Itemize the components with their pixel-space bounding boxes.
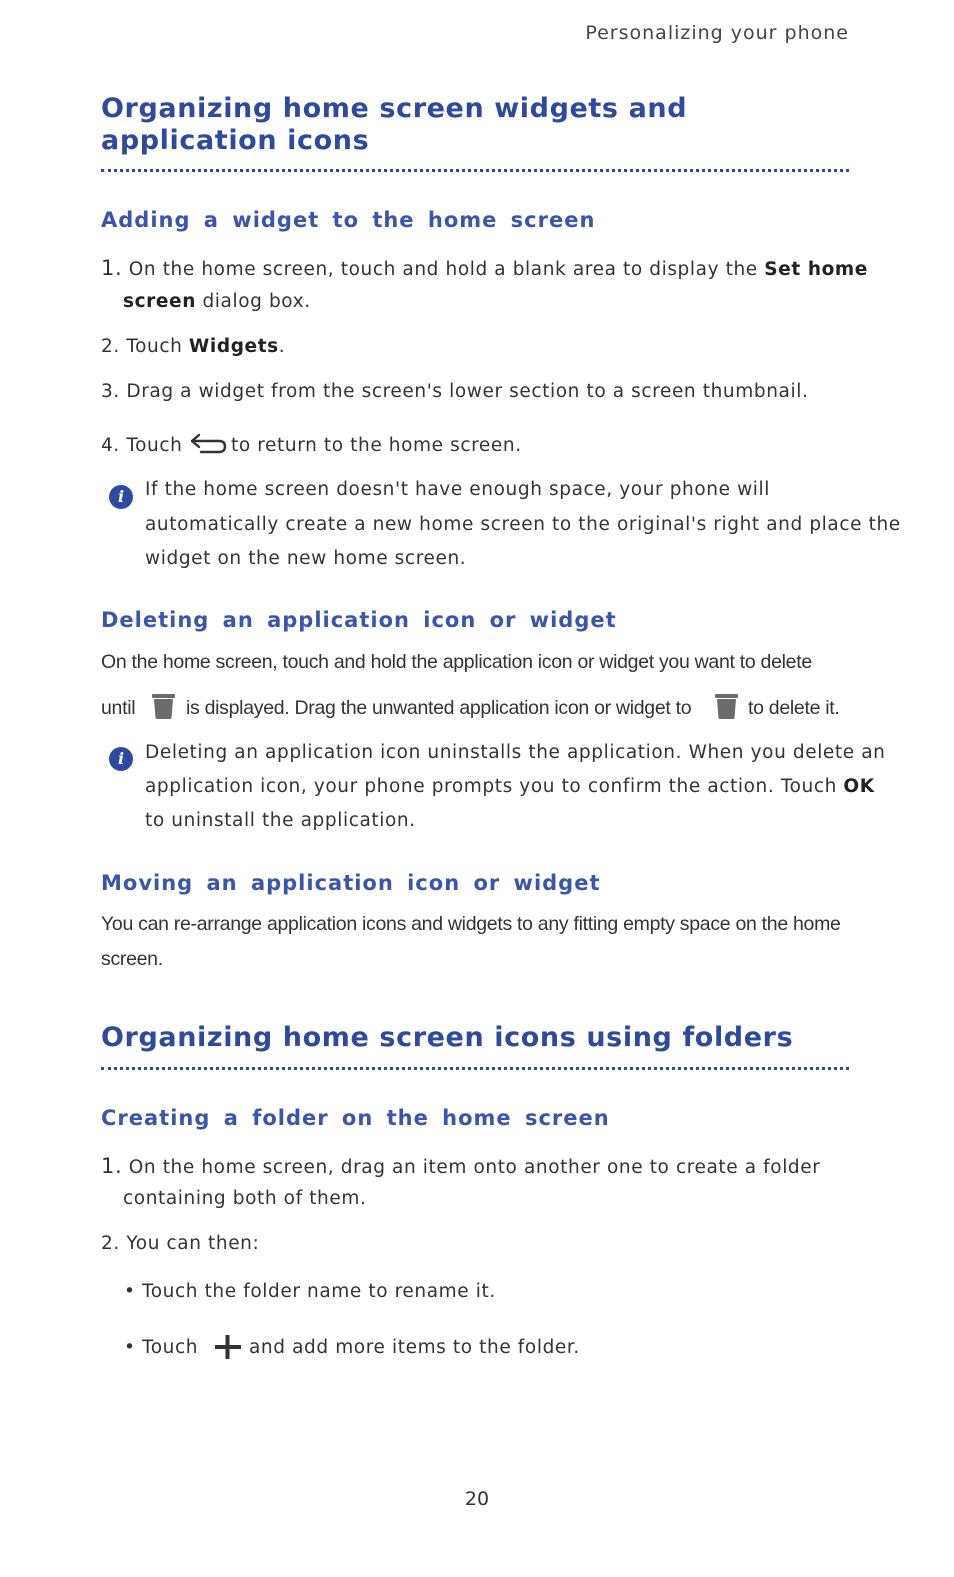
bullet-2: • Touch bbox=[124, 1337, 199, 1358]
subheading-creating-folder: Creating a folder on the home screen bbox=[101, 1106, 610, 1130]
delete-note-line-3: to uninstall the application. bbox=[145, 810, 416, 831]
deleting-line-1: On the home screen, touch and hold the application icon or widget you want to delete bbox=[101, 651, 812, 673]
step-4-text: to return to the home screen. bbox=[231, 435, 522, 456]
folder-step-1: 1. On the home screen, drag an item onto another one to create a folder bbox=[101, 1154, 821, 1178]
delete-note-line-1: Deleting an application icon uninstalls the application. When you delete an bbox=[145, 742, 886, 763]
deleting-middle: is displayed. Drag the unwanted application icon or widget to bbox=[186, 697, 692, 719]
section-divider bbox=[101, 1067, 849, 1070]
note-line-2: automatically create a new home screen to the original's right and place the bbox=[145, 514, 901, 535]
page-number: 20 bbox=[464, 1488, 490, 1510]
folder-step-1-cont: containing both of them. bbox=[123, 1188, 367, 1209]
trash-icon bbox=[151, 692, 176, 720]
step-1: 1. On the home screen, touch and hold a blank area to display the Set home bbox=[101, 256, 868, 280]
delete-note-line-2: application icon, your phone prompts you to confirm the action. Touch OK bbox=[145, 776, 875, 797]
folder-step-2: 2. You can then: bbox=[101, 1233, 260, 1254]
subheading-moving: Moving an application icon or widget bbox=[101, 871, 601, 895]
step-4: 4. Touch bbox=[101, 435, 183, 456]
plus-icon bbox=[214, 1334, 242, 1360]
step-3: 3. Drag a widget from the screen's lower section to a screen thumbnail. bbox=[101, 381, 809, 402]
note-line-1: If the home screen doesn't have enough space, your phone will bbox=[145, 479, 771, 500]
info-icon: i bbox=[109, 485, 133, 509]
note-line-3: widget on the new home screen. bbox=[145, 548, 467, 569]
trash-icon bbox=[714, 692, 739, 720]
section-title-widgets: Organizing home screen widgets and application icons bbox=[101, 93, 688, 156]
deleting-end: to delete it. bbox=[748, 697, 840, 719]
moving-line-2: screen. bbox=[101, 948, 163, 970]
moving-line-1: You can re-arrange application icons and widgets to any fitting empty space on the home bbox=[101, 913, 841, 935]
step-2: 2. Touch Widgets. bbox=[101, 336, 286, 357]
running-header: Personalizing your phone bbox=[585, 22, 849, 44]
step-1-cont: screen dialog box. bbox=[123, 291, 311, 312]
back-arrow-icon bbox=[189, 432, 231, 456]
section-divider bbox=[101, 169, 849, 172]
bullet-1: • Touch the folder name to rename it. bbox=[124, 1281, 496, 1302]
section-title-folders: Organizing home screen icons using folders bbox=[101, 1022, 794, 1053]
deleting-until: until bbox=[101, 697, 136, 719]
bullet-2-text: and add more items to the folder. bbox=[249, 1337, 580, 1358]
subheading-deleting: Deleting an application icon or widget bbox=[101, 608, 617, 632]
subheading-adding-widget: Adding a widget to the home screen bbox=[101, 208, 596, 232]
info-icon: i bbox=[109, 747, 133, 771]
